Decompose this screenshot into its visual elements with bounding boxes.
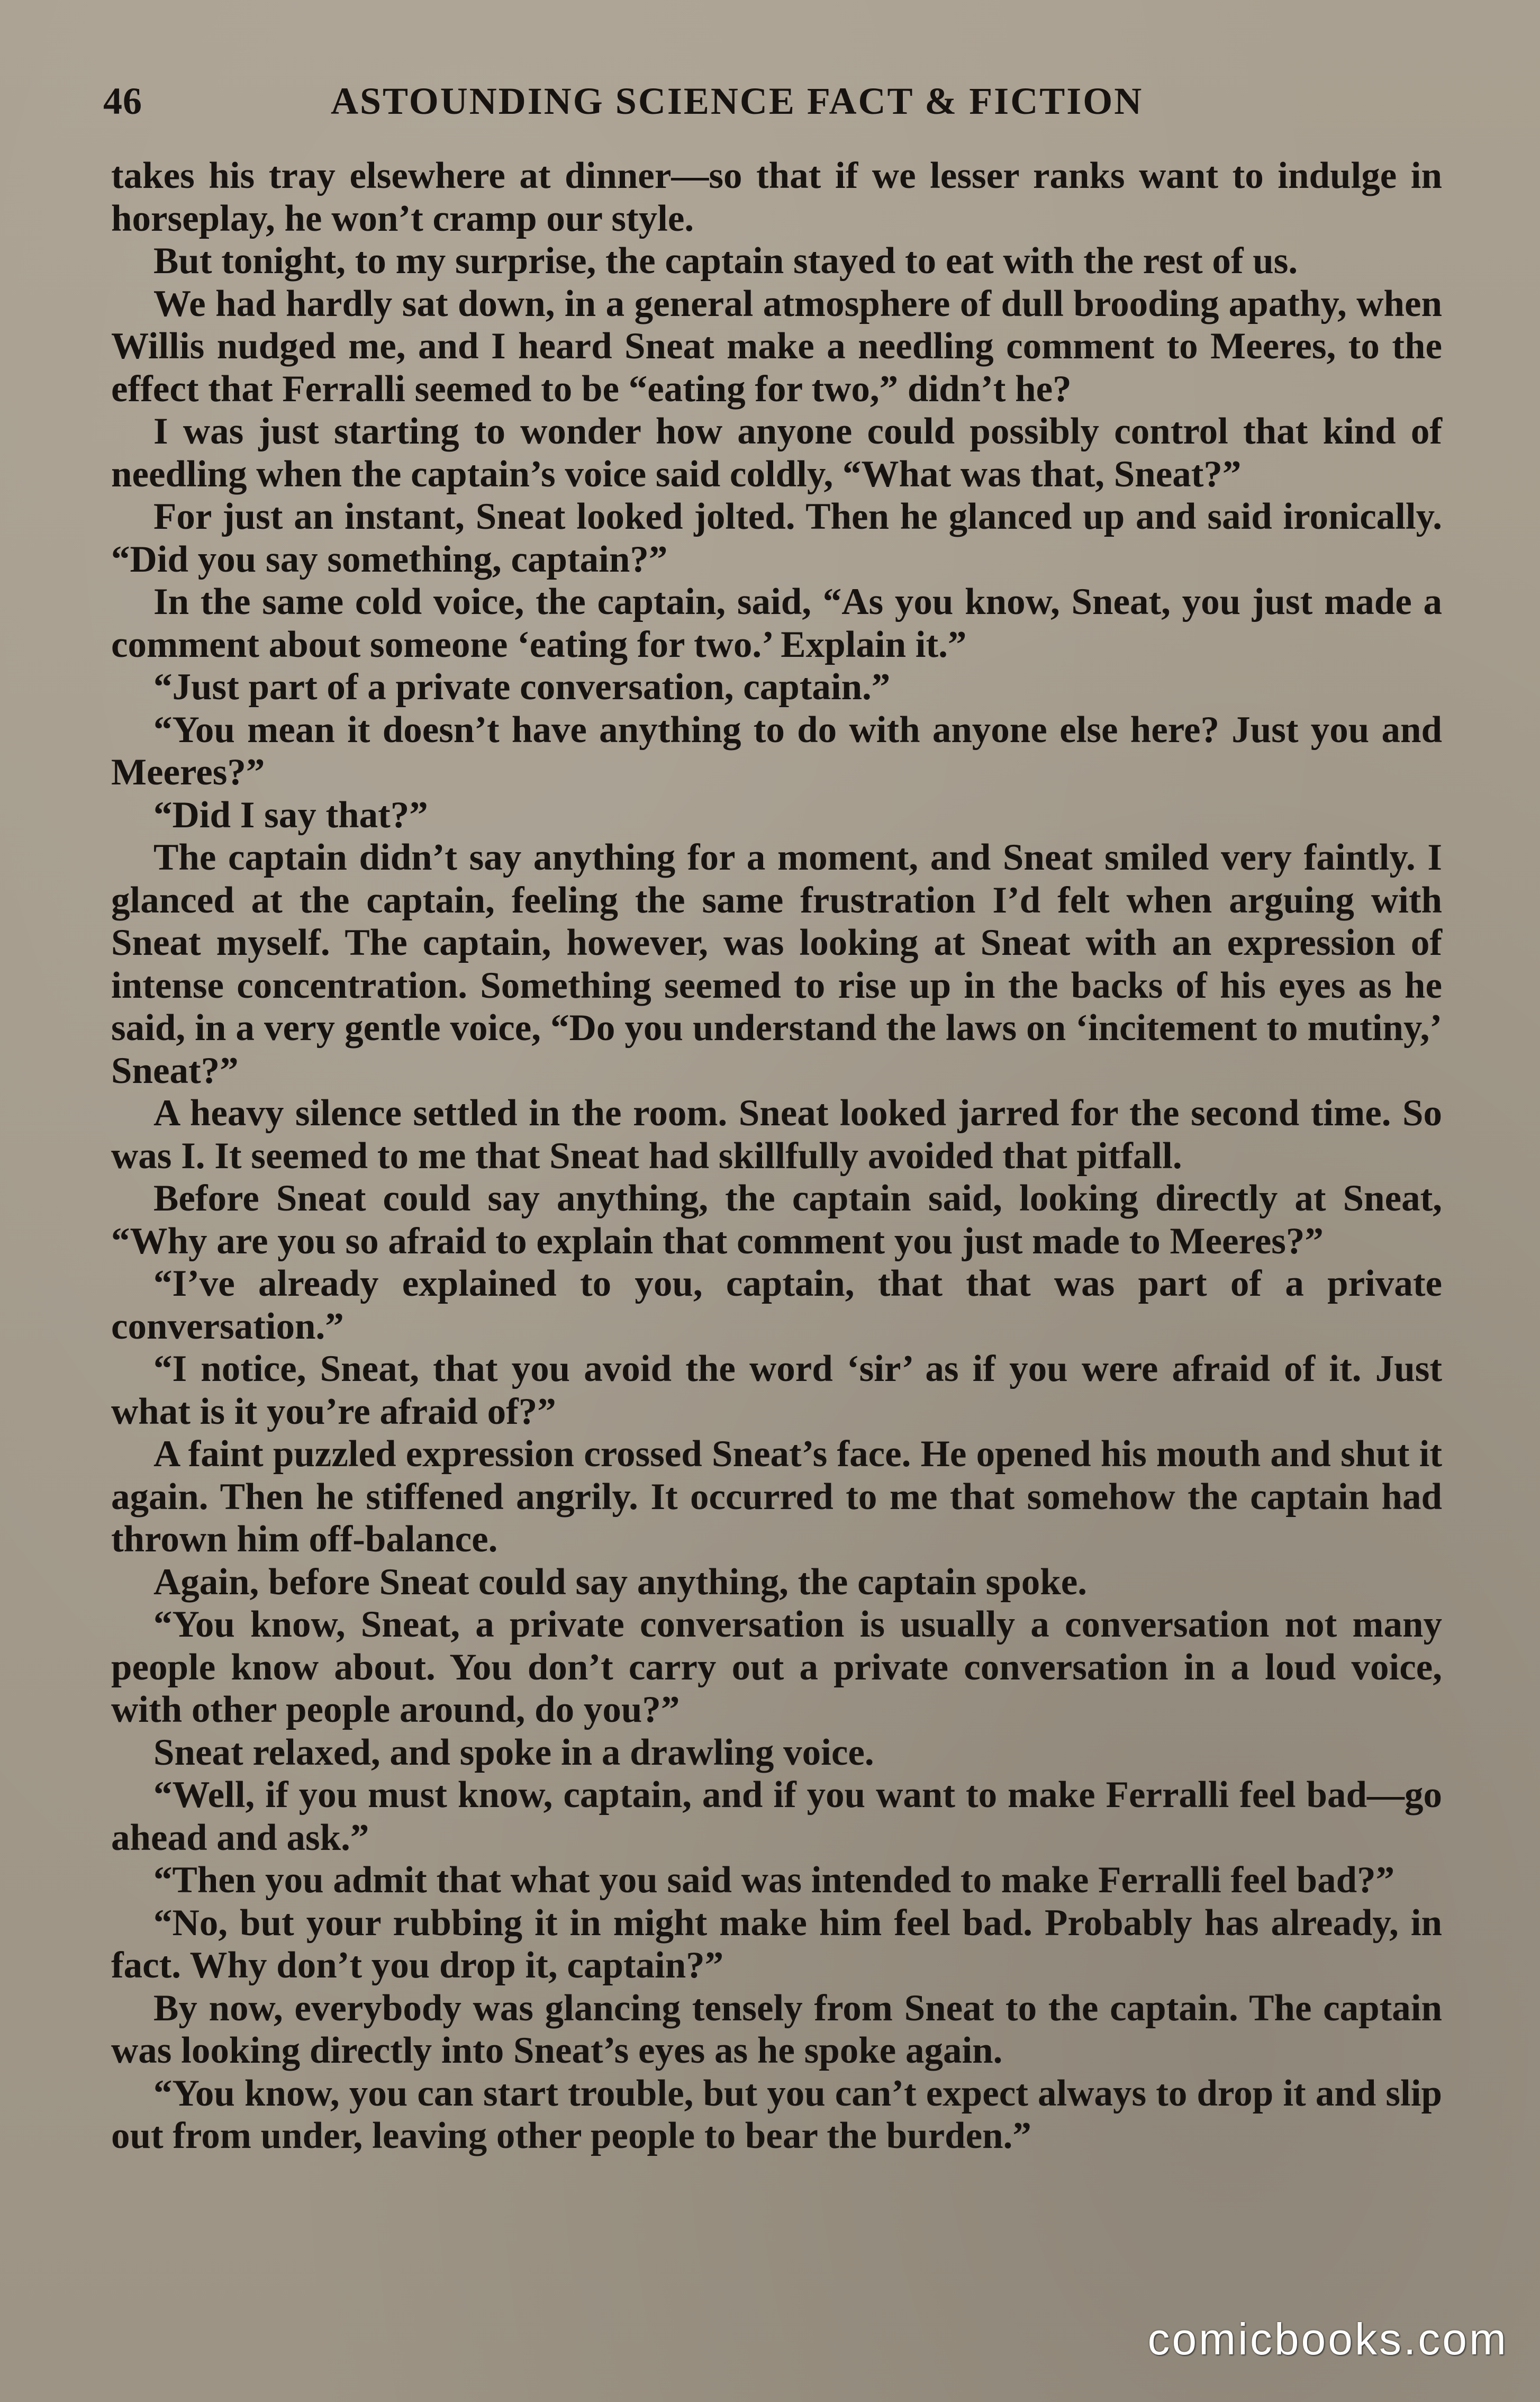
paragraph-8: “You mean it doesn’t have anything to do with anyone else here? Just you and Meeres?” [111, 709, 1442, 793]
paragraph-9: “Did I say that?” [153, 794, 428, 836]
paragraph-16: Again, before Sneat could say anything, the captain spoke. [153, 1561, 1088, 1603]
page-number: 46 [103, 80, 142, 122]
paragraph-19: “Well, if you must know, captain, and if you want to make Ferralli feel bad—go ahead and ask.” [111, 1774, 1442, 1858]
paragraph-20: “Then you admit that what you said was intended to make Ferralli feel bad?” [153, 1859, 1395, 1901]
paragraph-4: I was just starting to wonder how anyone could possibly control that kind of needling when the captain’s voice said coldly, “What was that, Sneat?” [111, 411, 1442, 495]
paragraph-13: “I’ve already explained to you, captain, that that was part of a private conversation.” [111, 1263, 1442, 1347]
paragraph-7: “Just part of a private conversation, captain.” [153, 666, 891, 708]
body-text [111, 155, 1442, 2157]
paragraph-22: By now, everybody was glancing tensely from Sneat to the captain. The captain was looking directly into Sneat’s eyes as he spoke again. [111, 1987, 1442, 2071]
paragraph-14: “I notice, Sneat, that you avoid the word ‘sir’ as if you were afraid of it. Just what is it you’re afraid of?” [111, 1348, 1442, 1432]
paragraph-1: takes his tray elsewhere at dinner—so that if we lesser ranks want to indulge in horseplay, he won’t cramp our style. [111, 155, 1442, 239]
paragraph-3: We had hardly sat down, in a general atmosphere of dull brooding apathy, when Willis nudged me, and I heard Sneat make a needling comment to Meeres, to the effect that Ferralli seemed to be “eating for two,” didn’t he? [111, 283, 1442, 410]
paragraph-17: “You know, Sneat, a private conversation is usually a conversation not many people know about. You don’t carry out a private conversation in a loud voice, with other people around, do you?” [111, 1604, 1442, 1730]
paragraph-18: Sneat relaxed, and spoke in a drawling voice. [153, 1731, 874, 1773]
running-head: ASTOUNDING SCIENCE FACT & FICTION [331, 80, 1144, 122]
paragraph-5: For just an instant, Sneat looked jolted. Then he glanced up and said ironically. “Did you say something, captain?” [111, 496, 1442, 580]
paragraph-12: Before Sneat could say anything, the captain said, looking directly at Sneat, “Why are you so afraid to explain that comment you just made to Meeres?” [111, 1178, 1442, 1262]
paragraph-2: But tonight, to my surprise, the captain stayed to eat with the rest of us. [153, 240, 1298, 282]
paragraph-21: “No, but your rubbing it in might make him feel bad. Probably has already, in fact. Why don’t you drop it, captain?” [111, 1902, 1442, 1986]
watermark: comicbooks.com [1147, 2314, 1508, 2364]
paragraph-11: A heavy silence settled in the room. Sneat looked jarred for the second time. So was I. It seemed to me that Sneat had skillfully avoided that pitfall. [111, 1092, 1442, 1177]
paragraph-23: “You know, you can start trouble, but you can’t expect always to drop it and slip out from under, leaving other people to bear the burden.” [111, 2072, 1442, 2156]
page-header [103, 79, 1450, 132]
paragraph-10: The captain didn’t say anything for a moment, and Sneat smiled very faintly. I glanced at the captain, feeling the same frustration I’d felt when arguing with Sneat myself. The captain, however, was looking at Sneat with an expression of intense concentration. Something seemed to rise up in the backs of his eyes as he said, in a very gentle voice, “Do you understand the laws on ‘incitement to mutiny,’ Sneat?” [111, 837, 1442, 1091]
paragraph-6: In the same cold voice, the captain, said, “As you know, Sneat, you just made a comment about someone ‘eating for two.’ Explain it.” [111, 581, 1442, 665]
paragraph-15: A faint puzzled expression crossed Sneat’s face. He opened his mouth and shut it again. Then he stiffened angrily. It occurred to me that somehow the captain had thrown him off-balance. [111, 1433, 1442, 1560]
